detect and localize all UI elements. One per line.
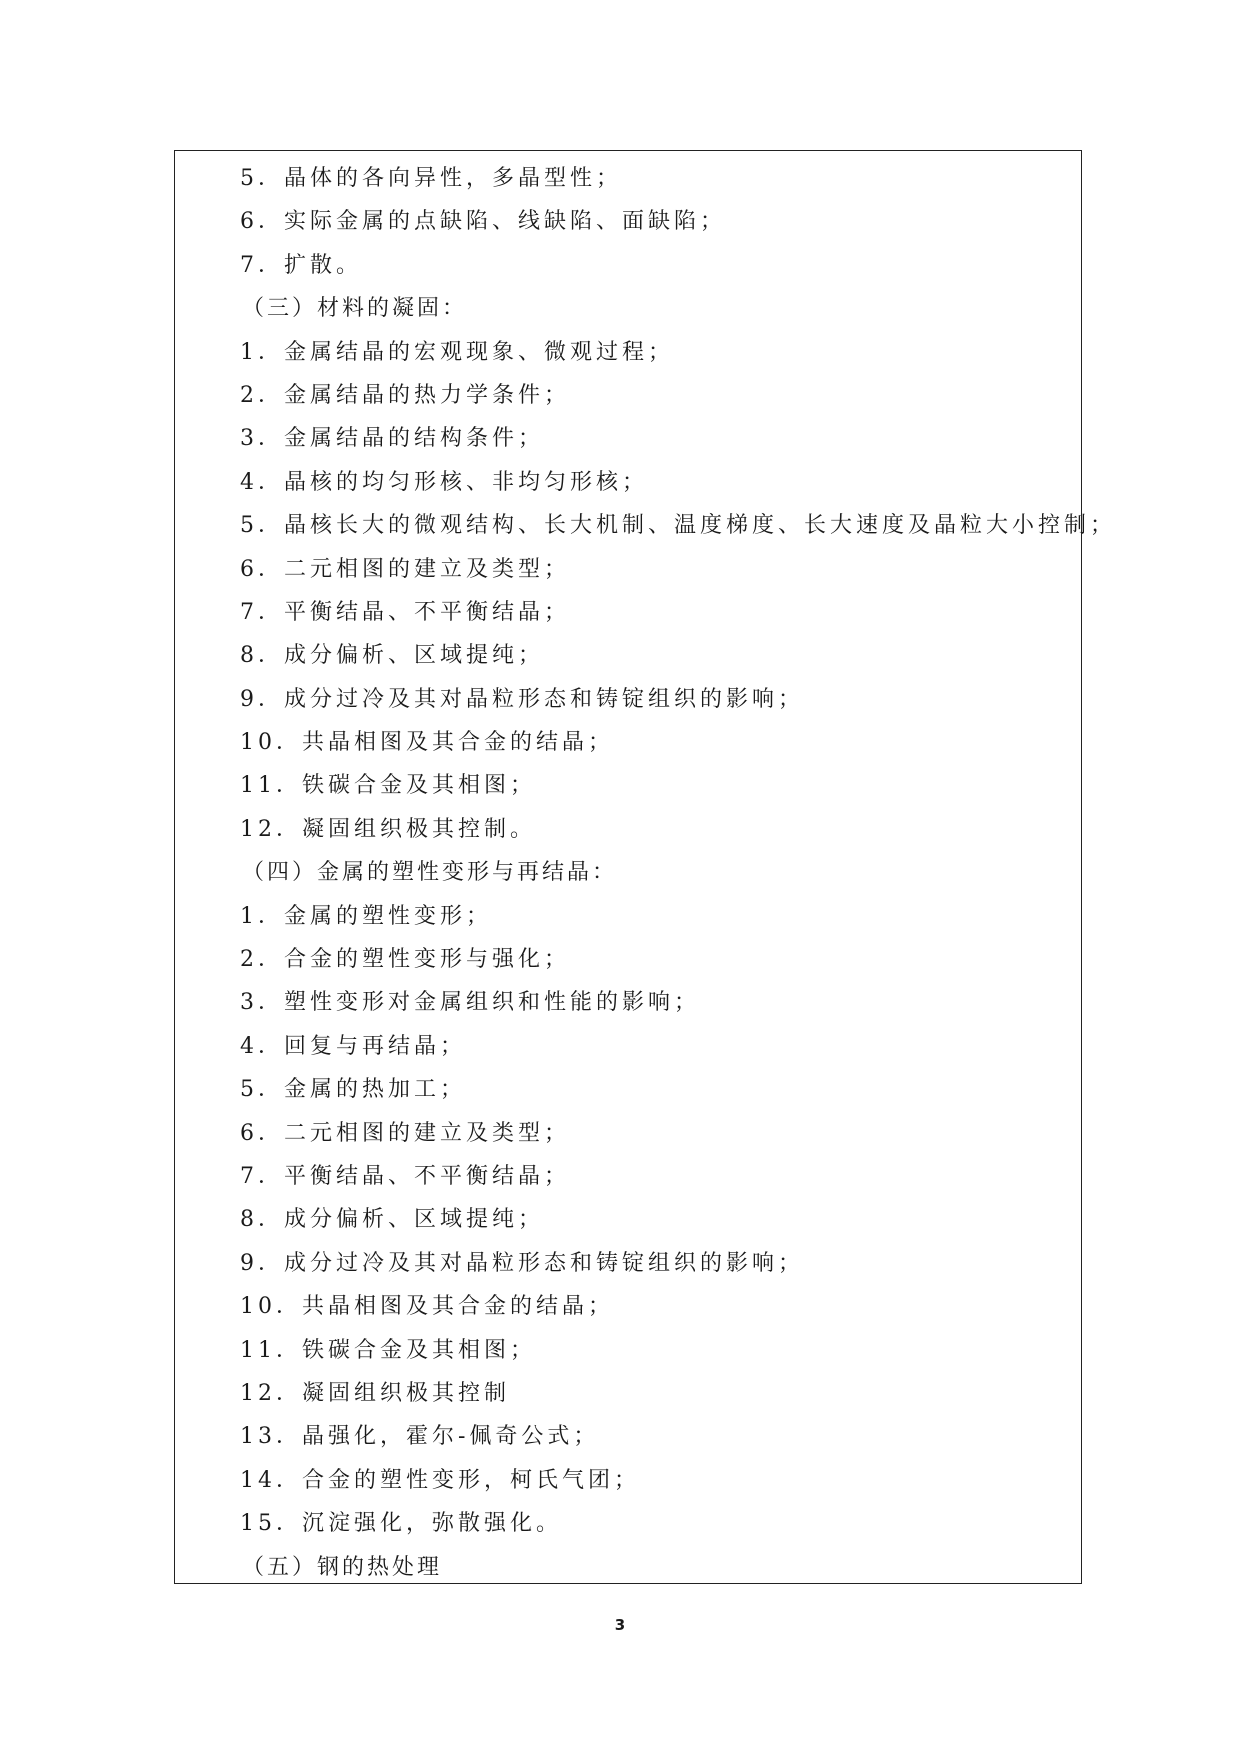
section-heading: （五）钢的热处理 [242,1554,443,1580]
list-item: 9．成分过冷及其对晶粒形态和铸锭组织的影响； [240,1250,804,1276]
list-item: 12．凝固组织极其控制。 [240,816,536,842]
list-item: 1．金属的塑性变形； [240,903,492,929]
list-item: 11．铁碳合金及其相图； [240,773,536,799]
list-item: 5．晶核长大的微观结构、长大机制、温度梯度、长大速度及晶粒大小控制； [240,513,1116,539]
syllabus-list [240,157,1116,1589]
list-item: 13．晶强化，霍尔-佩奇公式； [240,1424,600,1450]
list-item: 8．成分偏析、区域提纯； [240,643,544,669]
list-item: 6．二元相图的建立及类型； [240,556,570,582]
list-item: 6．二元相图的建立及类型； [240,1120,570,1146]
list-item: 7．扩散。 [240,252,362,278]
list-item: 10．共晶相图及其合金的结晶； [240,1294,614,1320]
page-number: 3 [614,1616,626,1634]
list-item: 3．金属结晶的结构条件； [240,426,544,452]
section-heading: （四）金属的塑性变形与再结晶： [242,860,618,886]
list-item: 3．塑性变形对金属组织和性能的影响； [240,990,700,1016]
list-item: 12．凝固组织极其控制 [240,1380,510,1406]
list-item: 7．平衡结晶、不平衡结晶； [240,1163,570,1189]
section-heading: （三）材料的凝固： [242,296,468,322]
list-item: 10．共晶相图及其合金的结晶； [240,730,614,756]
list-item: 5．晶体的各向异性，多晶型性； [240,166,622,191]
list-item: 2．合金的塑性变形与强化； [240,947,570,973]
list-item: 1．金属结晶的宏观现象、微观过程； [240,339,674,365]
list-item: 8．成分偏析、区域提纯； [240,1207,544,1233]
list-item: 11．铁碳合金及其相图； [240,1337,536,1363]
list-item: 2．金属结晶的热力学条件； [240,382,570,408]
list-item: 15．沉淀强化，弥散强化。 [240,1511,562,1537]
list-item: 7．平衡结晶、不平衡结晶； [240,599,570,625]
list-item: 4．晶核的均匀形核、非均匀形核； [240,469,648,495]
list-item: 6．实际金属的点缺陷、线缺陷、面缺陷； [240,209,726,235]
list-item: 14．合金的塑性变形，柯氏气团； [240,1467,640,1493]
list-item: 4．回复与再结晶； [240,1033,466,1059]
list-item: 5．金属的热加工； [240,1077,466,1103]
list-item: 9．成分过冷及其对晶粒形态和铸锭组织的影响； [240,686,804,712]
